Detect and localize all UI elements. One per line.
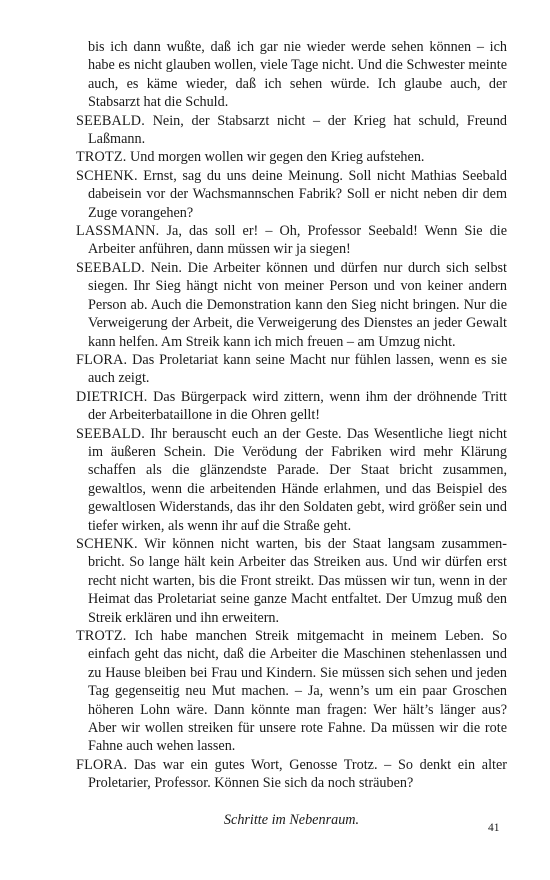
speech-text: Das war ein gutes Wort, Genosse Trotz. – So denkt ein alter Proletarier, Professor. Können Sie sich da noch sträuben? bbox=[88, 756, 508, 792]
speech-continuation: bis ich dann wußte, daß ich gar nie wieder werde sehen können – ich habe es nicht glauben wollen, viele Tage nicht. Und die Schwester meinte auch, es käme wieder, daß ich sehen würde. Ich glaube auch, der Stabsarzt hat die Schuld. bbox=[88, 39, 507, 111]
stage-direction: Schritte im Nebenraum. bbox=[223, 811, 360, 828]
speech bbox=[76, 259, 507, 351]
speech-text: Wir können nicht warten, bis der Staat langsam zusammenbricht. So lange hält kein Arbeiter das Streiken aus. Und wir dürfen erst recht nicht warten, bis die Front streikt. Das müssen wir tun, wenn in der Heimat das Proletariat seine ganze Macht entfaltet. Der Umzug muß den Streik erklären und ihn erweitern. bbox=[88, 535, 507, 626]
speech bbox=[76, 148, 507, 166]
speech-text: Ernst, sag du uns deine Meinung. Soll nicht Mathias Seebald dabeisein vor der Wachsmannschen Fabrik? Soll er nicht neben dir dem Zuge vorangehen? bbox=[88, 167, 507, 221]
speaker-name: TROTZ. bbox=[76, 628, 127, 644]
speaker-name: TROTZ. bbox=[76, 149, 127, 166]
speaker-name: SEEBALD. bbox=[76, 259, 145, 276]
speech-text: Das Proletariat kann seine Macht nur fühlen lassen, wenn es sie auch zeigt. bbox=[88, 351, 507, 387]
speaker-name: SEEBALD. bbox=[76, 425, 145, 442]
speaker-name: SCHENK. bbox=[76, 167, 138, 184]
page-number: 41 bbox=[488, 822, 500, 834]
speech bbox=[76, 388, 507, 425]
speech-text: Nein. Die Arbeiter können und dürfen nur durch sich selbst siegen. Ihr Sieg hängt nicht von meiner Person und von keiner andern Person ab. Auch die Demonstration kann den Sieg nicht bringen. Nur die Verweigerung der Arbeit, die Verweigerung des Dienstes an jeder Gewalt kann helfen. Am Streik kann ich mich freuen – am Umzug nicht. bbox=[88, 259, 507, 350]
speech bbox=[76, 627, 507, 756]
speech bbox=[76, 756, 507, 793]
speech bbox=[76, 425, 507, 535]
speech-text: Ja, das soll er! – Oh, Professor Seebald! Wenn Sie die Arbeiter anführen, dann müssen wir ja siegen! bbox=[88, 223, 507, 258]
speech bbox=[76, 112, 507, 149]
speech-text: Das Bürgerpack wird zittern, wenn ihm der dröhnende Tritt der Arbeiterbataillone in die Ohren gellt! bbox=[88, 388, 507, 424]
speaker-name: DIETRICH. bbox=[76, 388, 148, 405]
speech-list bbox=[76, 112, 507, 793]
speech bbox=[76, 351, 507, 388]
speech bbox=[76, 535, 507, 627]
speech-text: Ich habe manchen Streik mitgemacht in meinem Leben. So einfach geht das nicht, daß die Arbeiter die Maschinen stehenlassen und zu Hause bleiben bei Frau und Kindern. Sie müssen sich sehen und jeden Tag gegenseitig neu Mut machen. – Ja, wenn’s um ein paar Groschen höheren Lohn wäre. Dann könnte man fragen: Wer hält’s länger aus? Aber wir wollen streiken für unsere rote Fahne. Da müssen wir die rote Fahne auch wehen lassen. bbox=[88, 628, 507, 755]
speech bbox=[76, 222, 507, 259]
speaker-name: FLORA. bbox=[76, 351, 128, 368]
speaker-name: FLORA. bbox=[76, 756, 128, 773]
speech bbox=[76, 167, 507, 222]
speech-text: Und morgen wollen wir gegen den Krieg aufstehen. bbox=[130, 149, 425, 166]
speaker-name: LASSMANN. bbox=[76, 223, 160, 240]
speech-text: Nein, der Stabsarzt nicht – der Krieg hat schuld, Freund Laßmann. bbox=[88, 112, 508, 148]
speaker-name: SEEBALD. bbox=[76, 112, 145, 129]
speech-text: Ihr berauscht euch an der Geste. Das Wesentliche liegt nicht im äußeren Schein. Die Verödung der Fabriken wird mehr Klärung schaffen als die glänzendste Parade. Der Staat bricht zusammen, gewaltlos, wenn die arbeitenden Hände erlahmen, und das Beispiel des gewaltlosen Widerstands, das ihr den Soldaten gebt, wird größer sein und tiefer wirken, als wenn ihr auf die Straße geht. bbox=[88, 425, 507, 534]
speaker-name: SCHENK. bbox=[76, 535, 138, 552]
page-body bbox=[76, 38, 507, 829]
